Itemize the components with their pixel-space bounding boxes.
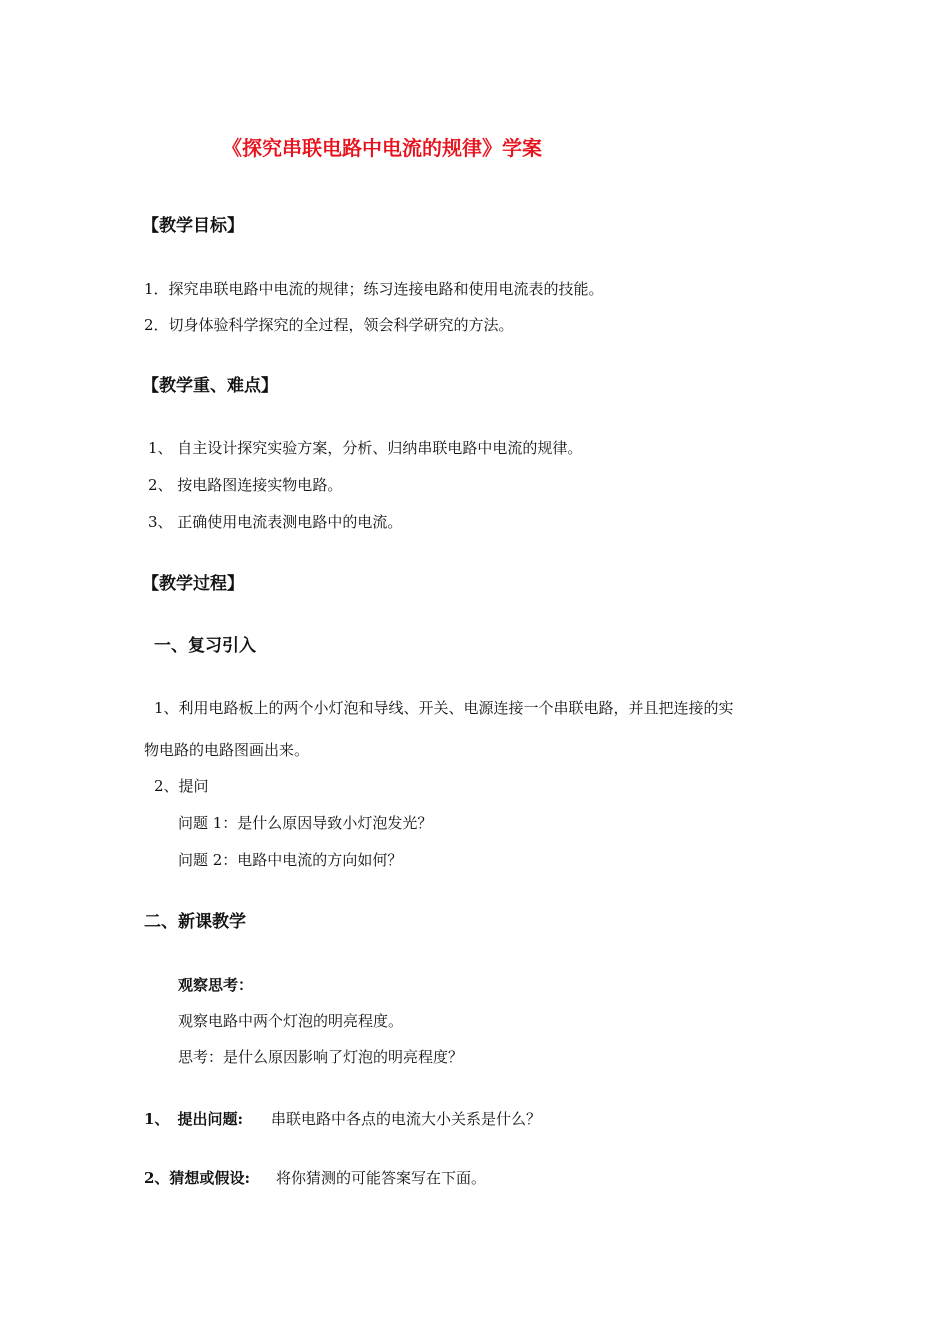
part1-item2: 2、提问 [154,777,209,795]
step-1-number: 1、 [144,1110,170,1128]
key-point-item-3: 3、 正确使用电流表测电路中的电流。 [148,513,403,531]
observe-label: 观察思考： [178,976,254,994]
step-2 [144,1168,486,1188]
step-1 [144,1109,541,1129]
observe-text: 观察电路中两个灯泡的明亮程度。 [178,1012,404,1030]
think-text: 思考：是什么原因影响了灯泡的明亮程度？ [178,1048,464,1066]
question-1: 问题 1：是什么原因导致小灯泡发光？ [178,814,433,832]
part1-item1-line2: 物电路的电路图画出来。 [144,741,310,759]
part2-heading: 二、新课教学 [144,912,246,932]
part1-heading: 一、复习引入 [154,636,256,656]
process-heading: 【教学过程】 [142,574,244,594]
objectives-heading: 【教学目标】 [142,216,244,236]
objective-item-2: 2．切身体验科学探究的全过程，领会科学研究的方法。 [144,316,514,334]
key-points-heading: 【教学重、难点】 [142,376,278,396]
step-1-label: 提出问题: [177,1110,243,1128]
part1-item1-line1: 1、利用电路板上的两个小灯泡和导线、开关、电源连接一个串联电路，并且把连接的实 [154,699,734,717]
step-2-label: 2、猜想或假设: [144,1169,250,1187]
objective-item-1: 1．探究串联电路中电流的规律；练习连接电路和使用电流表的技能。 [144,280,604,298]
key-point-item-1: 1、 自主设计探究实验方案，分析、归纳串联电路中电流的规律。 [148,439,583,457]
key-point-item-2: 2、 按电路图连接实物电路。 [148,476,343,494]
document-title: 《探究串联电路中电流的规律》学案 [222,136,542,160]
step-2-text: 将你猜测的可能答案写在下面。 [275,1169,486,1187]
question-2: 问题 2：电路中电流的方向如何？ [178,851,403,869]
step-1-text: 串联电路中各点的电流大小关系是什么？ [270,1110,541,1128]
